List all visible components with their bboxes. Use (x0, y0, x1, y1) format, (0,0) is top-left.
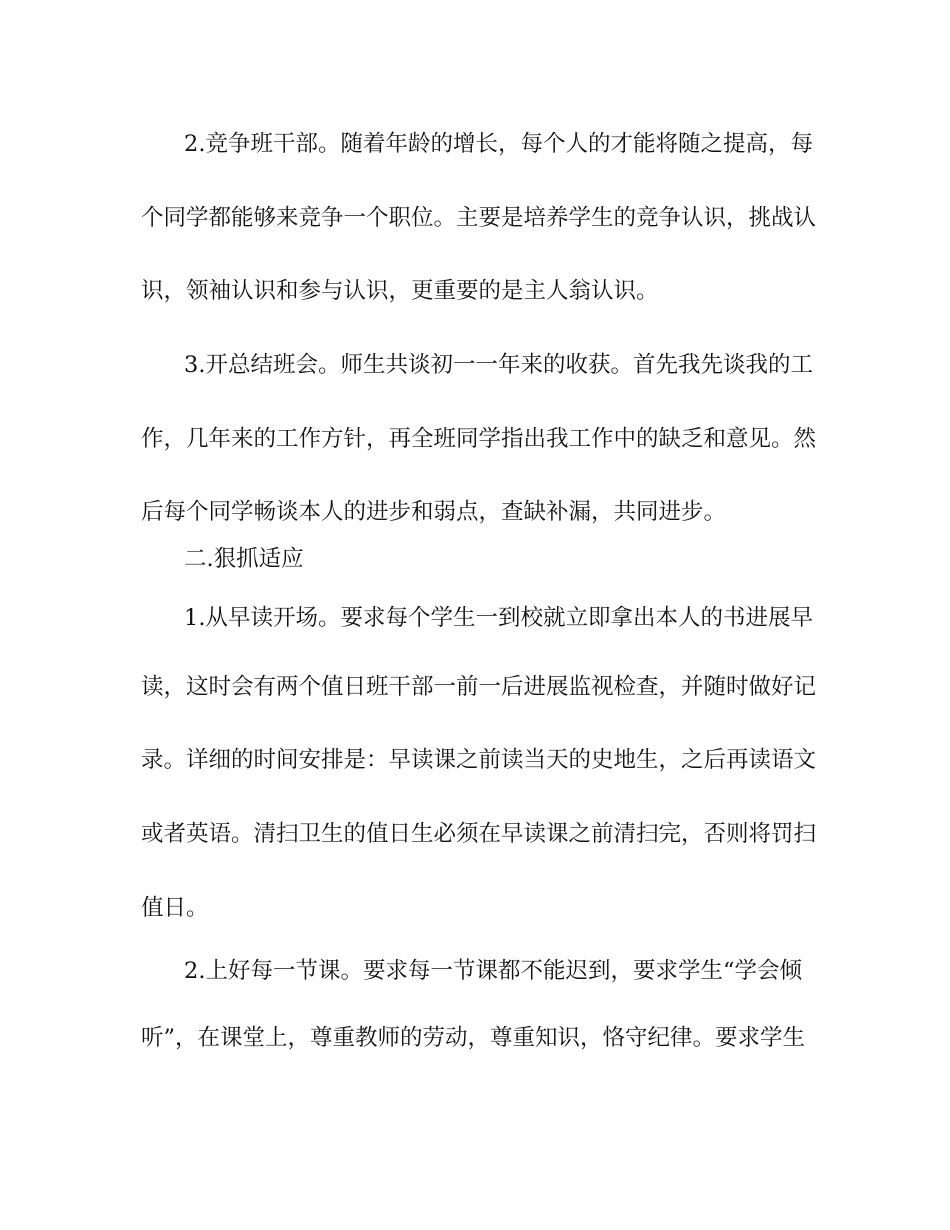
text-line: 3.开总结班会。师生共谈初一一年来的收获。首先我先谈我的工 (184, 352, 813, 378)
text-line: 识，领袖认识和参与认识，更重要的是主人翁认识。 (141, 278, 659, 304)
text-line: 后每个同学畅谈本人的进步和弱点，查缺补漏，共同进步。 (141, 499, 727, 525)
text-line: 或者英语。清扫卫生的值日生必须在早读课之前清扫完，否则将罚扫 (141, 821, 817, 847)
text-line: 1.从早读开场。要求每个学生一到校就立即拿出本人的书进展早 (184, 605, 813, 631)
text-line: 听”，在课堂上，尊重教师的劳动，尊重知识，恪守纪律。要求学生 (141, 1025, 806, 1051)
text-line: 值日。 (141, 895, 209, 921)
text-line: 作，几年来的工作方针，再全班同学指出我工作中的缺乏和意见。然 (141, 426, 817, 452)
text-line: 录。详细的时间安排是：早读课之前读当天的史地生，之后再读语文 (141, 747, 817, 773)
section-heading: 二.狠抓适应 (184, 546, 304, 572)
text-line: 个同学都能够来竞争一个职位。主要是培养学生的竞争认识，挑战认 (141, 205, 817, 231)
text-line: 读，这时会有两个值日班干部一前一后进展监视检查，并随时做好记 (141, 674, 817, 700)
text-line: 2.上好每一节课。要求每一节课都不能迟到，要求学生“学会倾 (184, 958, 802, 984)
text-line: 2.竞争班干部。随着年龄的增长，每个人的才能将随之提高，每 (184, 131, 813, 157)
